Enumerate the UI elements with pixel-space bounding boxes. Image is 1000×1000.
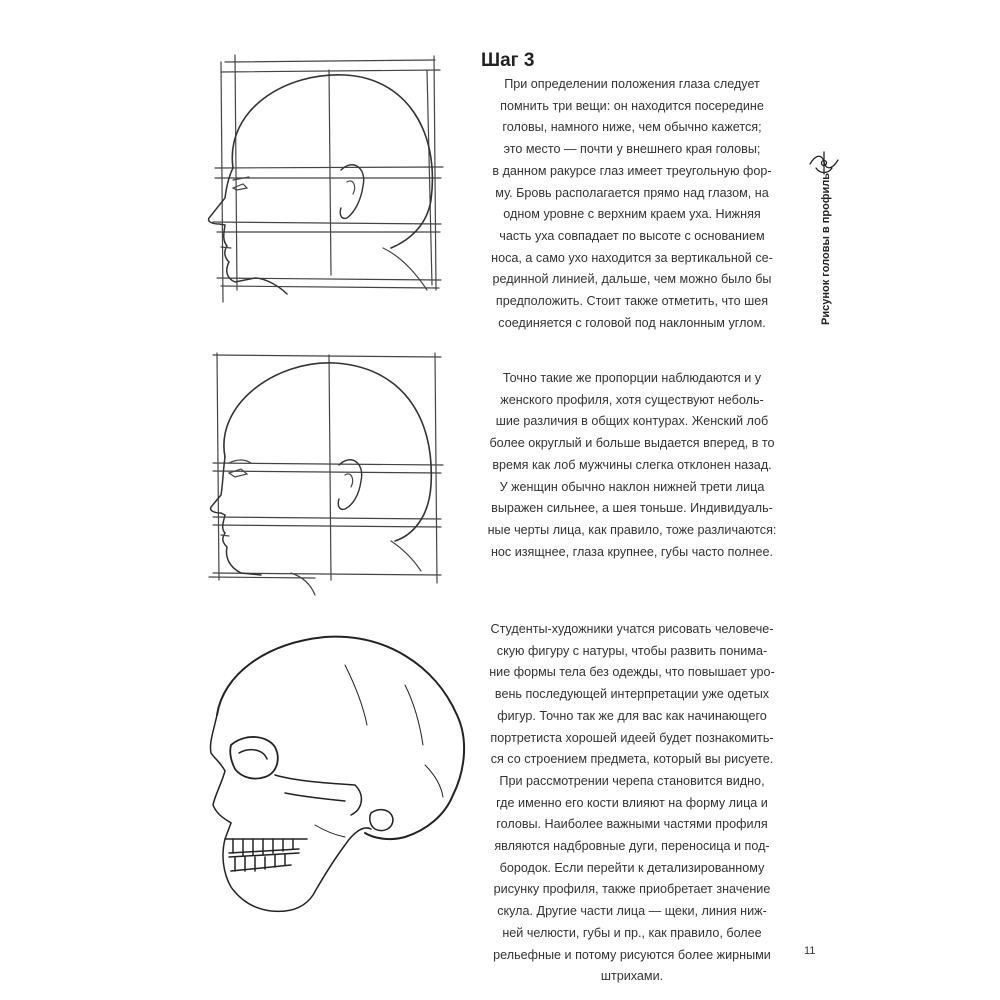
text-line: помнить три вещи: он находится посередине (500, 98, 764, 113)
text-line: являются надбровные дуги, переносица и под- (494, 839, 770, 854)
text-line: При определении положения глаза следует (504, 77, 760, 91)
step-heading: Шаг 3 (481, 50, 535, 71)
text-line: нос изящнее, глаза крупнее, губы часто полнее. (490, 544, 774, 559)
text-line: одном уровне с верхним краем уха. Нижняя (503, 207, 761, 222)
text-line: ние формы тела без одежды, что повышает уро- (489, 665, 775, 680)
text-line: более округлый и больше выдается вперед, в то (489, 436, 775, 451)
section-side-label: Рисунок головы в профиль (820, 173, 832, 325)
text-line: скула. Другие части лица — щеки, линия ниж- (497, 904, 767, 919)
text-line: часть уха совпадает по высоте с основанием (499, 228, 765, 243)
text-line: вень последующей интерпретации уже одетых (494, 687, 770, 702)
paragraph-step3 (476, 74, 788, 334)
text-line: му. Бровь располагается прямо над глазом, на (495, 185, 769, 200)
text-line: рельефные и потому рисуются более жирными (493, 947, 771, 962)
female-head-illustration (195, 345, 455, 605)
text-line: головы, намного ниже, чем обычно кажется; (502, 120, 762, 135)
paragraph-skull (476, 619, 788, 988)
text-line: Точно такие же пропорции наблюдаются и у (502, 371, 762, 385)
text-line: ся со строением предмета, который вы рисуете. (490, 752, 774, 767)
text-line: соединяется с головой под наклонным углом. (498, 315, 766, 330)
text-line: рисунку профиля, также приобретает значение (493, 882, 771, 897)
text-line: ней челюсти, губы и пр., как правило, более (502, 925, 762, 940)
text-line: предположить. Стоит также отметить, что шея (495, 294, 769, 309)
text-line: ные черты лица, как правило, тоже различаются: (487, 522, 777, 537)
text-line: в данном ракурсе глаз имеет треугольную фор- (492, 163, 772, 178)
text-line: женского профиля, хотя существуют неболь- (500, 392, 764, 407)
text-line: носа, а само ухо находится за вертикальной се- (491, 250, 773, 265)
text-line: головы. Наиболее важными частями профиля (496, 817, 768, 832)
text-line: Студенты-художники учатся рисовать человече- (490, 622, 774, 636)
text-line: У женщин обычно наклон нижней трети лица (499, 479, 765, 494)
skull-illustration (195, 625, 470, 925)
text-line: шие различия в общих контурах. Женский лоб (495, 414, 769, 429)
paragraph-female-profile (476, 368, 788, 563)
text-line: При рассмотрении черепа становится видно, (499, 773, 765, 788)
text-line: рединной линией, дальше, чем можно было бы (492, 272, 772, 287)
text-line: время как лоб мужчины слегка отклонен назад. (492, 457, 772, 472)
text-line: штрихами. (600, 969, 664, 984)
text-line: скую фигуру с натуры, чтобы развить понима- (496, 643, 768, 658)
text-line: фигур. Точно так же для вас как начинающего (497, 708, 767, 723)
text-line: выражен сильнее, а шея тоньше. Индивидуаль- (491, 501, 773, 516)
text-line: портретиста хорошей идеей будет познакомить- (490, 730, 774, 745)
text-line: где именно его кости влияют на форму лица и (496, 795, 768, 810)
page-number: 11 (804, 945, 816, 957)
male-head-illustration (195, 50, 455, 320)
text-line: это место — почти у внешнего края головы; (503, 142, 761, 157)
text-line: бородок. Если перейти к детализированному (499, 860, 765, 875)
